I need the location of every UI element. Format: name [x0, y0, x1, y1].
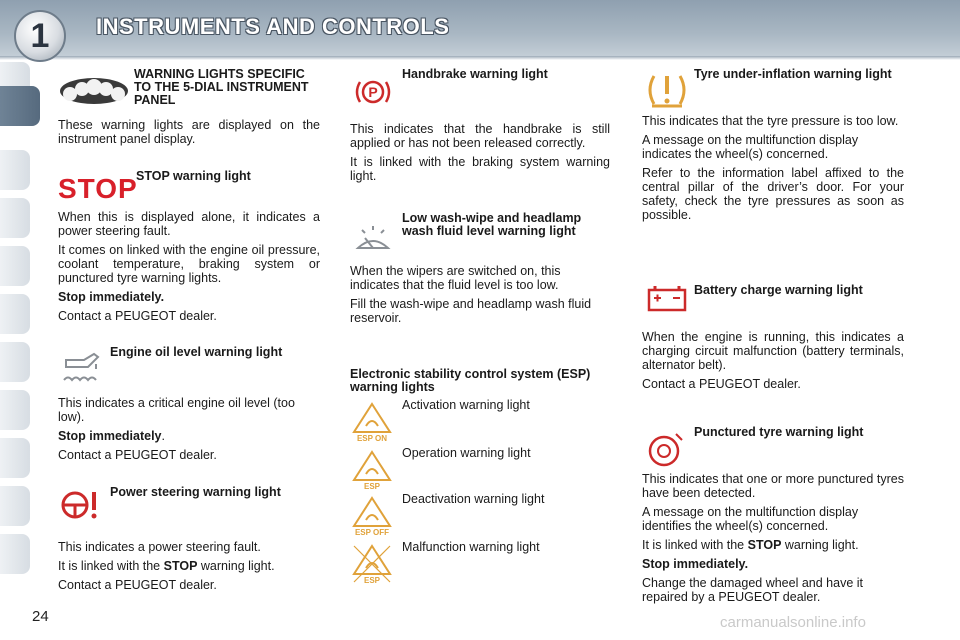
intro-paragraph: These warning lights are displayed on the instrument panel display. — [58, 118, 320, 146]
chapter-tab-active[interactable] — [0, 86, 40, 126]
punc-text-5: Change the damaged wheel and have it repaired by a PEUGEOT dealer. — [642, 576, 863, 604]
oil-text-3: Contact a PEUGEOT dealer. — [58, 448, 217, 462]
chapter-tab[interactable] — [0, 246, 30, 286]
power-steering-icon — [60, 488, 102, 522]
stop-text-2: It comes on linked with the engine oil pressure, coolant temperature, braking system or punctured tyre warning lights. — [58, 243, 320, 285]
chapter-tab[interactable] — [0, 438, 30, 478]
chapter-tab[interactable] — [0, 294, 30, 334]
punctured-heading: Punctured tyre warning light — [694, 425, 864, 439]
chapter-tab[interactable] — [0, 390, 30, 430]
oil-can-icon — [60, 346, 102, 386]
punc-text-3a: It is linked with the — [642, 538, 748, 552]
stop-heading: STOP warning light — [136, 169, 251, 183]
bat-text-2: Contact a PEUGEOT dealer. — [642, 377, 801, 391]
punctured-section — [642, 472, 904, 609]
bat-text-1: When the engine is running, this indicates a charging circuit malfunction (battery terminals, alternator belt). — [642, 330, 904, 372]
washer-section — [350, 264, 612, 330]
chapter-tab[interactable] — [0, 198, 30, 238]
battery-heading: Battery charge warning light — [694, 283, 863, 297]
handbrake-heading: Handbrake warning light — [402, 67, 548, 81]
washer-fluid-icon — [354, 222, 392, 254]
punc-text-3 — [642, 538, 904, 552]
ps-text-1: This indicates a power steering fault. — [58, 540, 261, 554]
page-number: 24 — [32, 608, 49, 625]
svg-text:P: P — [368, 84, 378, 100]
oil-text-2 — [58, 429, 320, 443]
ps-text-2 — [58, 559, 320, 573]
stop-icon: STOP — [58, 173, 138, 204]
chapter-tab[interactable] — [0, 534, 30, 574]
oil-heading: Engine oil level warning light — [110, 345, 283, 359]
ps-text-2a: It is linked with the — [58, 559, 164, 573]
ps-text-2b: STOP — [163, 559, 198, 573]
tyre-pressure-icon — [646, 70, 688, 110]
ww-text-1: When the wipers are switched on, this indicates that the fluid level is too low. — [350, 264, 561, 292]
stop-text-4: Contact a PEUGEOT dealer. — [58, 309, 217, 323]
esp-malfunction-label-icon: ESP — [363, 576, 380, 585]
esp-off-label: ESP OFF — [354, 528, 390, 537]
esp-operation-label-icon: ESP — [363, 482, 380, 491]
hb-text-2: It is linked with the braking system warning light. — [350, 155, 610, 183]
chapter-number: 1 — [14, 10, 66, 62]
battery-icon — [646, 284, 688, 312]
handbrake-section — [350, 122, 610, 188]
punc-text-4: Stop immediately. — [642, 557, 749, 571]
stop-section — [58, 210, 320, 328]
chapter-tab[interactable] — [0, 150, 30, 190]
punc-text-2: A message on the multifunction display identifies the wheel(s) concerned. — [642, 505, 859, 533]
warning-lights-title: WARNING LIGHTS SPECIFIC TO THE 5-DIAL INSTRUMENT PANEL — [134, 67, 309, 107]
chapter-tab[interactable] — [0, 486, 30, 526]
watermark: carmanualsonline.info — [720, 614, 866, 631]
ps-text-2c: warning light. — [197, 559, 275, 573]
handbrake-icon — [352, 76, 394, 108]
stop-text-1: When this is displayed alone, it indicates a power steering fault. — [58, 210, 320, 238]
tyre-section — [642, 114, 904, 227]
instrument-panel-icon — [58, 76, 130, 106]
hb-text-1: This indicates that the handbrake is still applied or has not been released correctly. — [350, 122, 610, 150]
power-steering-heading: Power steering warning light — [110, 485, 281, 499]
esp-activation-label: Activation warning light — [402, 398, 530, 412]
oil-section — [58, 396, 320, 467]
page-title: INSTRUMENTS AND CONTROLS — [96, 14, 450, 39]
punc-text-3b: STOP — [747, 538, 782, 552]
tyre-heading: Tyre under-inflation warning light — [694, 67, 892, 81]
ps-text-3: Contact a PEUGEOT dealer. — [58, 578, 217, 592]
power-steering-section — [58, 540, 320, 597]
punctured-tyre-icon — [646, 430, 686, 468]
intro-text — [58, 118, 320, 151]
oil-text-1: This indicates a critical engine oil level (too low). — [58, 396, 295, 424]
washer-heading: Low wash-wipe and headlamp wash fluid level warning light — [402, 211, 582, 238]
esp-operation-label: Operation warning light — [402, 446, 531, 460]
chapter-tab[interactable] — [0, 342, 30, 382]
battery-section — [642, 330, 904, 396]
punc-text-3c: warning light. — [781, 538, 859, 552]
oil-stop-end: . — [161, 429, 165, 443]
stop-text-3: Stop immediately. — [58, 290, 165, 304]
chapter-tabs — [0, 62, 34, 582]
oil-stop-bold: Stop immediately — [58, 429, 162, 443]
tyre-text-2: A message on the multifunction display indicates the wheel(s) concerned. — [642, 133, 859, 161]
esp-heading: Electronic stability control system (ESP) warning lights — [350, 367, 591, 394]
esp-on-label: ESP ON — [356, 434, 388, 443]
esp-deactivation-label: Deactivation warning light — [402, 492, 545, 506]
tyre-text-3: Refer to the information label affixed to the central pillar of the driver’s door. For your safety, check the tyre pressures as soon as possible. — [642, 166, 904, 222]
punc-text-1: This indicates that one or more punctured tyres have been detected. — [642, 472, 904, 500]
ww-text-2: Fill the wash-wipe and headlamp wash fluid reservoir. — [350, 297, 592, 325]
tyre-text-1: This indicates that the tyre pressure is too low. — [642, 114, 899, 128]
header-shadow — [0, 56, 960, 60]
esp-malfunction-label: Malfunction warning light — [402, 540, 540, 554]
